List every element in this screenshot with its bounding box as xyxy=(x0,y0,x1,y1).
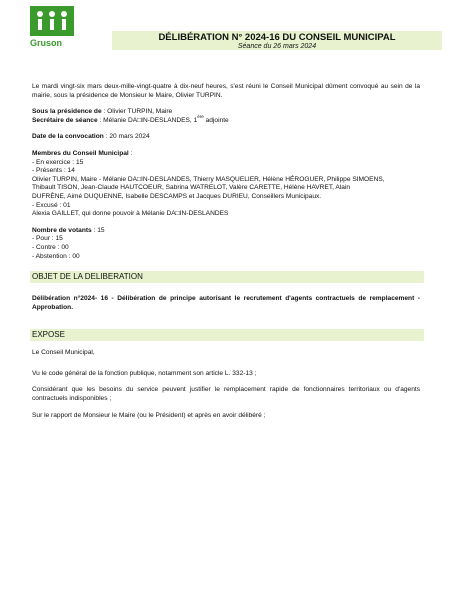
excuse-count: - Excusé : 01 xyxy=(32,201,71,209)
convocation-label: Date de la convocation xyxy=(32,133,104,141)
presents-list-1: Olivier TURPIN, Maire - Mélanie DA□IN-DESLANDES, Thierry MASQUELIER, Hélène HÉROGUER, Philippe SIMOENS, xyxy=(32,175,385,183)
presents-list-3: DUFRÈNE, Aimé DUQUENNE, Isabelle DESCAMPS et Jacques DURIEU, Conseillers Municipaux. xyxy=(32,192,322,200)
membres-colon: : xyxy=(128,149,133,157)
objet-text: Délibération n°2024- 16 - Délibération de principe autorisant le recrutement d'agents contractuels de remplacement - Approbation. xyxy=(32,295,420,311)
expose-vu: Vu le code général de la fonction publique, notamment son article L. 332-13 ; xyxy=(32,369,257,377)
intro-paragraph: Le mardi vingt-six mars deux-mille-vingt-quatre à dix-neuf heures, s'est réuni le Conseil Municipal dûment convoqué au sein de la mairie, sous la présidence de Monsieur le Maire, Olivier TURPIN. xyxy=(32,83,420,99)
secretaire-label: Secrétaire de séance xyxy=(32,116,98,124)
expose-considerant: Considérant que les besoins du service peuvent justifier le remplacement rapide de fonctionnaires territoriaux ou d'agents contractuels indisponibles ; xyxy=(32,386,420,403)
presents-list-2: Thibault TISON, Jean-Claude HAUTCOEUR, Sabrina WATRELOT, Valère CARETTE, Hélène HAVRET, Alain xyxy=(32,184,351,192)
convocation-value: : 20 mars 2024 xyxy=(103,133,150,141)
secretaire-suffix: adjointe xyxy=(203,116,229,124)
logo-name: Gruson xyxy=(30,38,63,48)
header-band xyxy=(112,31,442,50)
votants-value: : 15 xyxy=(91,226,105,234)
votants-line xyxy=(32,227,420,236)
presidence-label: Sous la présidence de xyxy=(32,108,102,116)
membres-heading xyxy=(32,150,420,159)
document-title: DÉLIBÉRATION N° 2024-16 DU CONSEIL MUNICIPAL xyxy=(158,32,396,43)
secretaire-sup: ère xyxy=(197,113,204,119)
document-body xyxy=(32,83,420,420)
expose-salutation: Le Conseil Municipal, xyxy=(32,349,95,357)
votes-abstention: - Abstention : 00 xyxy=(32,252,80,260)
secretaire-value: : Mélanie DA□IN-DESLANDES, 1 xyxy=(97,116,198,124)
objet-heading: OBJET DE LA DELIBERATION xyxy=(30,271,424,283)
session-date: Séance du 26 mars 2024 xyxy=(237,43,317,50)
votes-contre: - Contre : 00 xyxy=(32,243,69,251)
convocation-line xyxy=(32,133,420,142)
expose-rapport: Sur le rapport de Monsieur le Maire (ou le Président) et après en avoir délibéré ; xyxy=(32,411,266,419)
secretaire-line xyxy=(32,113,420,126)
presidence-value: : Olivier TURPIN, Maire xyxy=(101,108,173,116)
pouvoir-line: Alexia GAILLET, qui donne pouvoir à Mélanie DA□IN-DESLANDES xyxy=(32,210,229,218)
membres-label: Membres du Conseil Municipal xyxy=(32,149,129,157)
en-exercice: - En exercice : 15 xyxy=(32,158,84,166)
votes-pour: - Pour : 15 xyxy=(32,235,63,243)
presidence-line xyxy=(32,108,420,117)
expose-heading: EXPOSE xyxy=(30,329,424,341)
votants-label: Nombre de votants xyxy=(32,226,92,234)
logo-emblem xyxy=(30,6,74,36)
town-logo xyxy=(30,6,74,48)
presents-count: - Présents : 14 xyxy=(32,167,75,175)
